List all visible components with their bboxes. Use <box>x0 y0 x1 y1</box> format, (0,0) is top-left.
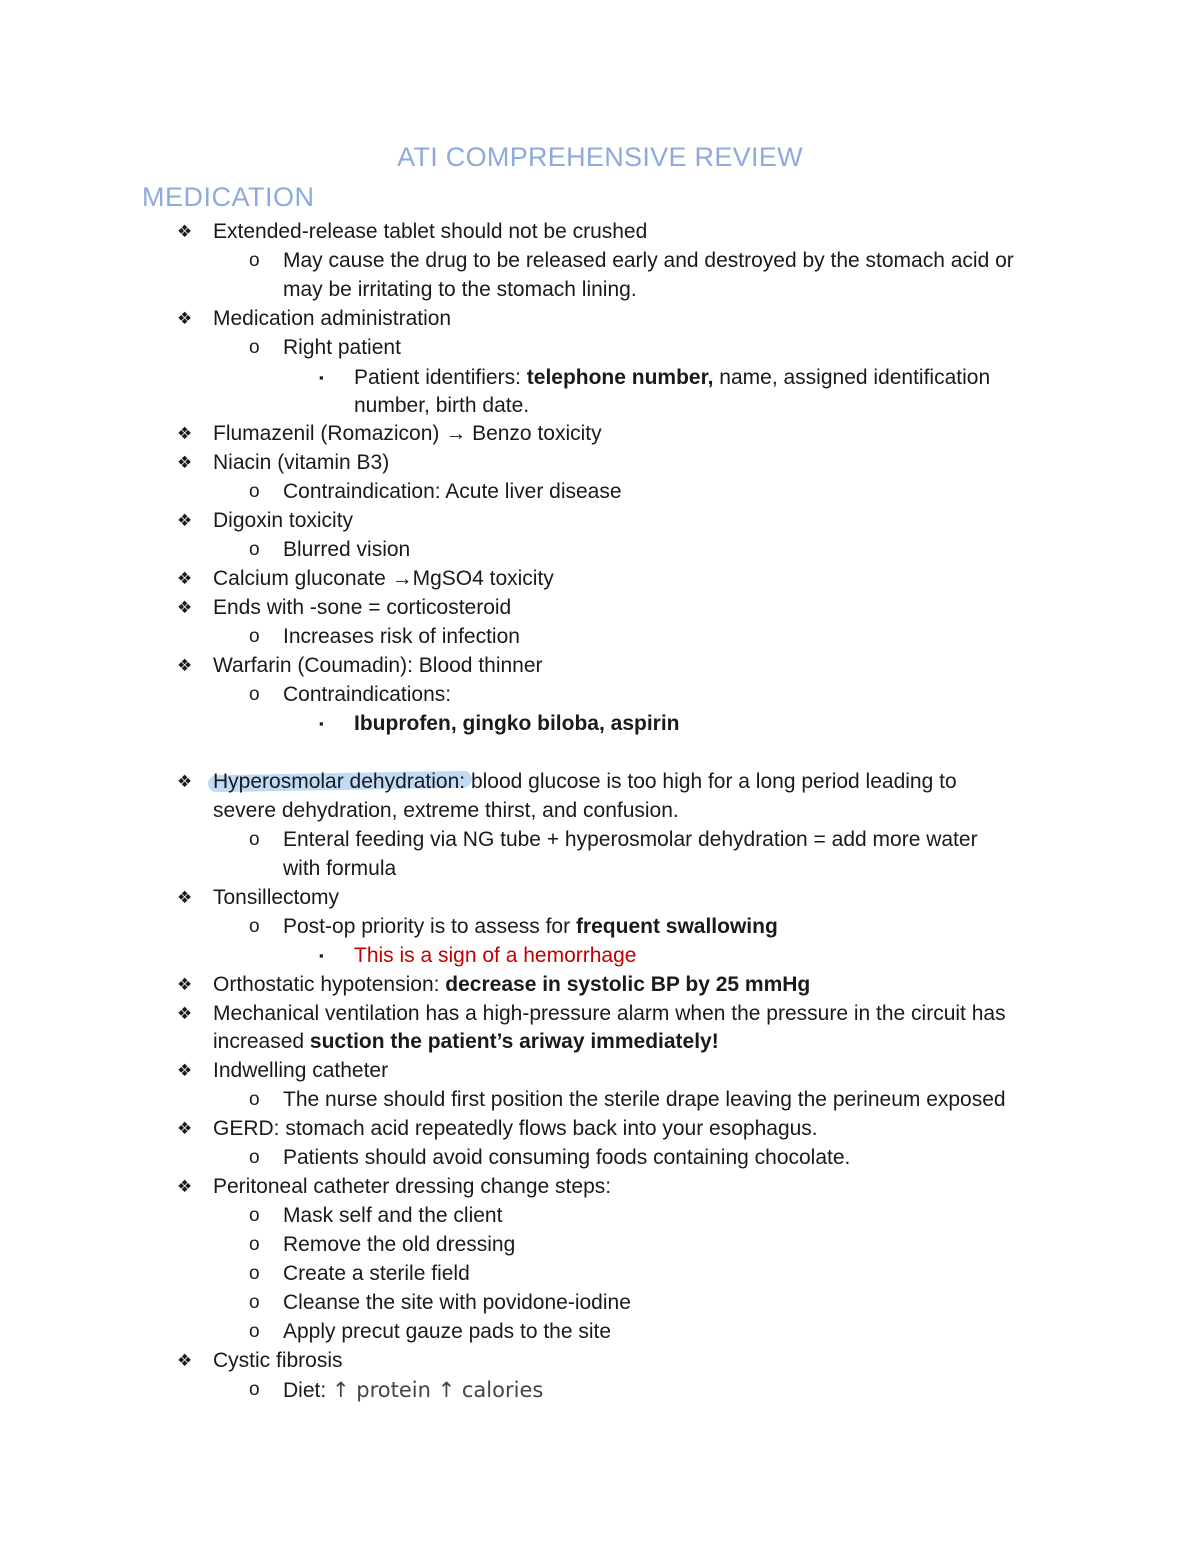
circle-bullet-icon: o <box>249 916 260 937</box>
list-item: Peritoneal catheter dressing change steps: <box>213 1175 612 1198</box>
circle-bullet-icon: o <box>249 1147 260 1168</box>
circle-bullet-icon: o <box>249 1292 260 1313</box>
list-item: Remove the old dressing <box>283 1233 516 1256</box>
circle-bullet-icon: o <box>249 684 260 705</box>
list-item: Mechanical ventilation has a high-pressure alarm when the pressure in the circuit has <box>213 1002 1006 1025</box>
diamond-bullet-icon: ❖ <box>177 1061 193 1080</box>
circle-bullet-icon: o <box>249 829 260 850</box>
diamond-bullet-icon: ❖ <box>177 772 193 791</box>
list-item <box>283 1376 543 1405</box>
document-title: ATI COMPREHENSIVE REVIEW <box>397 142 803 172</box>
list-item-continuation: may be irritating to the stomach lining. <box>283 278 637 301</box>
text-span: Post-op priority is to assess for <box>283 915 576 938</box>
text-span: name, assigned identification <box>713 366 991 389</box>
circle-bullet-icon: o <box>249 1263 260 1284</box>
diamond-bullet-icon: ❖ <box>177 453 193 472</box>
bold-text: telephone number, <box>526 366 714 389</box>
bold-text: decrease in systolic BP by 25 mmHg <box>445 973 811 996</box>
list-item: Hyperosmolar dehydration: blood glucose is too high for a long period leading to <box>213 770 957 793</box>
square-bullet-icon: ▪ <box>319 370 324 385</box>
list-item <box>354 364 990 392</box>
list-item: Tonsillectomy <box>213 886 340 909</box>
list-item: Niacin (vitamin B3) <box>213 451 390 474</box>
circle-bullet-icon: o <box>249 1205 260 1226</box>
list-item: The nurse should first position the sterile drape leaving the perineum exposed <box>283 1088 1006 1111</box>
list-item: Calcium gluconate →MgSO4 toxicity <box>213 567 554 590</box>
circle-bullet-icon: o <box>249 1089 260 1110</box>
list-item: Warfarin (Coumadin): Blood thinner <box>213 654 543 677</box>
diamond-bullet-icon: ❖ <box>177 569 193 588</box>
diamond-bullet-icon: ❖ <box>177 975 193 994</box>
bold-text: frequent swallowing <box>575 915 778 938</box>
list-item: Cystic fibrosis <box>213 1349 343 1372</box>
circle-bullet-icon: o <box>249 250 260 271</box>
list-item: Increases risk of infection <box>283 625 520 648</box>
list-item-continuation: number, birth date. <box>354 394 530 417</box>
circle-bullet-icon: o <box>249 1234 260 1255</box>
list-item: GERD: stomach acid repeatedly flows back into your esophagus. <box>213 1117 818 1140</box>
list-item: Create a sterile field <box>283 1262 470 1285</box>
list-item: Ends with -sone = corticosteroid <box>213 596 512 619</box>
list-item <box>283 913 778 941</box>
diamond-bullet-icon: ❖ <box>177 888 193 907</box>
list-item: Contraindications: <box>283 683 452 706</box>
diamond-bullet-icon: ❖ <box>177 1177 193 1196</box>
diamond-bullet-icon: ❖ <box>177 424 193 443</box>
list-item: Extended-release tablet should not be crushed <box>213 220 648 243</box>
list-item: Indwelling catheter <box>213 1059 389 1082</box>
diamond-bullet-icon: ❖ <box>177 1119 193 1138</box>
list-item: Mask self and the client <box>283 1204 503 1227</box>
text-span: increased <box>213 1030 310 1053</box>
circle-bullet-icon: o <box>249 539 260 560</box>
list-item-continuation: severe dehydration, extreme thirst, and confusion. <box>213 799 679 822</box>
circle-bullet-icon: o <box>249 1321 260 1342</box>
list-item: Contraindication: Acute liver disease <box>283 480 622 503</box>
text-span: Patient identifiers: <box>354 366 527 389</box>
circle-bullet-icon: o <box>249 1379 260 1400</box>
list-item <box>213 971 810 999</box>
circle-bullet-icon: o <box>249 481 260 502</box>
diet-detail: ↑ protein ↑ calories <box>332 1378 544 1402</box>
list-item: Patients should avoid consuming foods containing chocolate. <box>283 1146 851 1169</box>
section-heading-medication: MEDICATION <box>142 182 315 212</box>
list-item: Cleanse the site with povidone-iodine <box>283 1291 631 1314</box>
text-span: Orthostatic hypotension: <box>213 973 446 996</box>
list-item-continuation <box>213 1028 719 1056</box>
circle-bullet-icon: o <box>249 626 260 647</box>
square-bullet-icon: ▪ <box>319 716 324 731</box>
list-item: Medication administration <box>213 307 452 330</box>
diamond-bullet-icon: ❖ <box>177 656 193 675</box>
list-item: Ibuprofen, gingko biloba, aspirin <box>354 712 680 735</box>
text-span: Diet: <box>283 1379 333 1402</box>
diamond-bullet-icon: ❖ <box>177 598 193 617</box>
diamond-bullet-icon: ❖ <box>177 1004 193 1023</box>
list-item: Blurred vision <box>283 538 411 561</box>
warning-note: This is a sign of a hemorrhage <box>354 944 637 967</box>
list-item: Digoxin toxicity <box>213 509 354 532</box>
square-bullet-icon: ▪ <box>319 948 324 963</box>
diamond-bullet-icon: ❖ <box>177 222 193 241</box>
list-item: Flumazenil (Romazicon) → Benzo toxicity <box>213 422 602 445</box>
diamond-bullet-icon: ❖ <box>177 511 193 530</box>
list-item: Apply precut gauze pads to the site <box>283 1320 612 1343</box>
diamond-bullet-icon: ❖ <box>177 309 193 328</box>
list-item: May cause the drug to be released early and destroyed by the stomach acid or <box>283 249 1014 272</box>
list-item: Right patient <box>283 336 401 359</box>
list-item: Enteral feeding via NG tube + hyperosmolar dehydration = add more water <box>283 828 978 851</box>
diamond-bullet-icon: ❖ <box>177 1351 193 1370</box>
circle-bullet-icon: o <box>249 337 260 358</box>
bold-text: suction the patient’s ariway immediately! <box>309 1030 719 1053</box>
list-item-continuation: with formula <box>283 857 397 880</box>
